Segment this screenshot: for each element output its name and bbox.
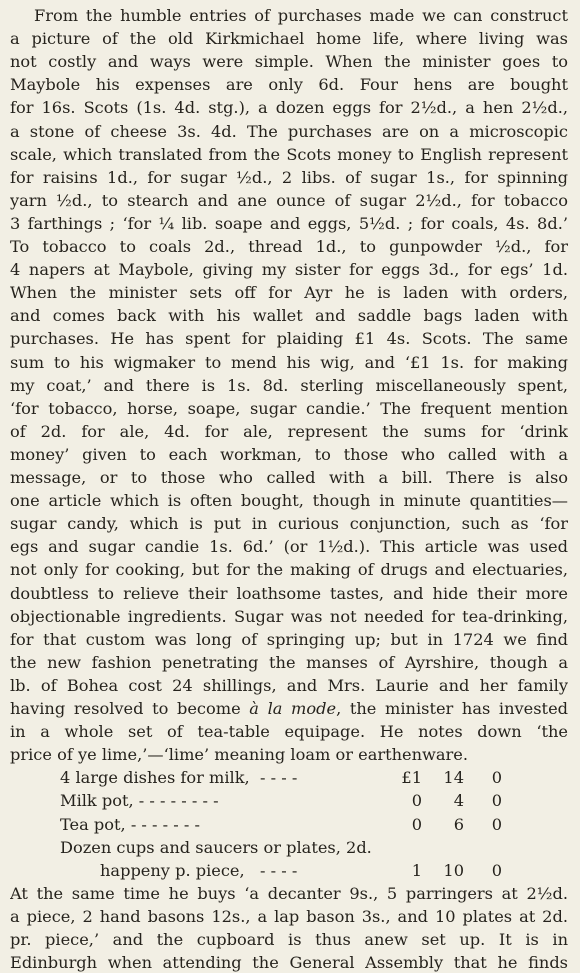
account-label: Dozen cups and saucers or plates, 2d. <box>60 837 372 857</box>
text-line: yarn ½d., to stearch and ane ounce of sugar 2½d., for tobacco <box>10 190 568 210</box>
account-label: Milk pot, - - - - - - - - <box>60 791 219 811</box>
text-line: a stone of cheese 3s. 4d. The purchases are on a microscopic <box>10 121 568 141</box>
amount-pence: 0 <box>491 768 502 788</box>
text-line: 4 napers at Maybole, giving my sister for eggs 3d., for egs’ 1d. <box>10 260 568 280</box>
amount-shillings: 10 <box>443 860 464 880</box>
text-line: sum to his wigmaker to mend his wig, and ‘£1 1s. for making <box>10 352 568 372</box>
amount-pounds: 0 <box>411 791 422 811</box>
text-line: money’ given to each workman, to those who called with a <box>10 444 568 464</box>
text-line: my coat,’ and there is 1s. 8d. sterling miscellaneously spent, <box>10 375 568 395</box>
text-line: the new fashion penetrating the manses of Ayrshire, though a <box>10 652 568 672</box>
text-line: a piece, 2 hand basons 12s., a lap bason 3s., and 10 plates at 2d. <box>10 906 568 926</box>
text-line: At the same time he buys ‘a decanter 9s., 5 parringers at 2½d. <box>10 883 568 903</box>
account-row <box>60 838 560 858</box>
text-line: Edinburgh when attending the General Assembly that he finds <box>10 953 568 973</box>
text-line: doubtless to relieve their loathsome tastes, and hide their more <box>10 583 568 603</box>
text-line: Maybole his expenses are only 6d. Four hens are bought <box>10 75 568 95</box>
text-line: purchases. He has spent for plaiding £1 4s. Scots. The same <box>10 329 568 349</box>
account-label: 4 large dishes for milk, <box>60 768 250 788</box>
text-line: sugar candy, which is put in curious conjunction, such as ‘for <box>10 514 568 534</box>
text-line: When the minister sets off for Ayr he is laden with orders, <box>10 283 568 303</box>
text-line: for that custom was long of springing up; but in 1724 we find <box>10 629 568 649</box>
amount-shillings: 4 <box>453 791 464 811</box>
account-row <box>60 768 560 788</box>
text-line: price of ye lime,’—‘lime’ meaning loam or earthenware. <box>10 745 468 765</box>
account-row <box>60 791 560 811</box>
text-line: not costly and ways were simple. When the minister goes to <box>10 52 568 72</box>
amount-pence: 0 <box>491 814 502 834</box>
amount-pence: 0 <box>491 791 502 811</box>
text-line: pr. piece,’ and the cupboard is thus anew set up. It is in <box>10 930 568 949</box>
text-line: having resolved to become à la mode, the minister has invested <box>10 699 568 718</box>
text-line: of 2d. for ale, 4d. for ale, represent the sums for ‘drink <box>10 421 568 441</box>
text-line: 3 farthings ; ‘for ¼ lib. soape and eggs, 5½d. ; for coals, 4s. 8d.’ <box>10 213 568 233</box>
text-line: egs and sugar candie 1s. 6d.’ (or 1½d.). This article was used <box>10 537 568 557</box>
text-line: for raisins 1d., for sugar ½d., 2 libs. of sugar 1s., for spinning <box>10 167 568 187</box>
account-label: Tea pot, - - - - - - - <box>60 814 200 834</box>
text-line: and comes back with his wallet and saddle bags laden with <box>10 306 568 326</box>
text-line: From the humble entries of purchases made we can construct <box>34 6 568 25</box>
leader-dashes: - - - - <box>260 768 298 788</box>
leader-dashes: - - - - <box>260 860 298 880</box>
text-line: not only for cooking, but for the making of drugs and electuaries, <box>10 560 568 580</box>
account-row <box>60 815 560 835</box>
account-row <box>100 861 580 881</box>
amount-shillings: 14 <box>443 768 464 788</box>
text-line: in a whole set of tea-table equipage. He notes down ‘the <box>10 722 568 742</box>
text-line: objectionable ingredients. Sugar was not needed for tea-drinking, <box>10 606 568 626</box>
text-line: lb. of Bohea cost 24 shillings, and Mrs. Laurie and her family <box>10 675 568 695</box>
text-line: To tobacco to coals 2d., thread 1d., to gunpowder ½d., for <box>10 237 568 256</box>
amount-pounds: 1 <box>411 860 422 880</box>
text-line: one article which is often bought, though in minute quantities— <box>10 491 568 511</box>
account-label: happeny p. piece, <box>100 860 245 880</box>
amount-shillings: 6 <box>453 814 464 834</box>
text-line: ‘for tobacco, horse, soape, sugar candie.’ The frequent mention <box>10 398 568 418</box>
amount-pounds: £1 <box>401 768 422 788</box>
text-line: scale, which translated from the Scots money to English represent <box>10 144 568 164</box>
text-line: message, or to those who called with a bill. There is also <box>10 468 568 487</box>
amount-pounds: 0 <box>411 814 422 834</box>
text-line: for 16s. Scots (1s. 4d. stg.), a dozen eggs for 2½d., a hen 2½d., <box>10 98 568 118</box>
amount-pence: 0 <box>491 860 502 880</box>
text-line: a picture of the old Kirkmichael home life, where living was <box>10 29 568 49</box>
